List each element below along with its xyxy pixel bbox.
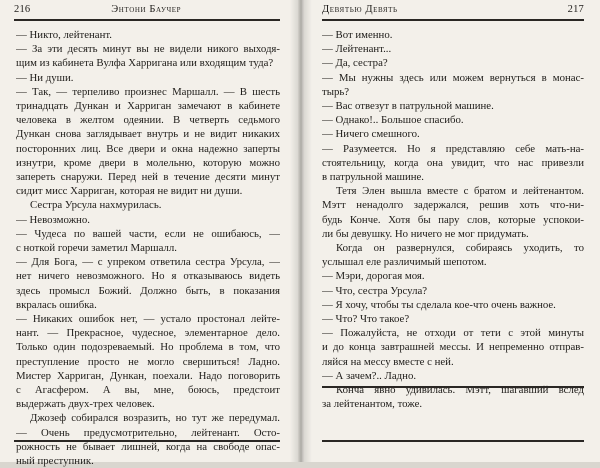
- text-line: Мэтт ненадолго задержался, решив хоть что-ни-: [322, 199, 584, 212]
- text-line: — Невозможно.: [16, 213, 90, 226]
- text-line: — Мэри, дорогая моя.: [322, 270, 425, 283]
- right-page-number: 217: [567, 4, 584, 15]
- text-line: изнутри, кроме двери в молельню, которую можно: [16, 156, 280, 169]
- right-running-head: Девятью Девять: [322, 4, 398, 15]
- book-gutter-shadow: [290, 0, 312, 462]
- text-line: рожность не бывает лишней, когда на свободе опас-: [16, 440, 280, 453]
- right-header-rule: [322, 19, 584, 21]
- text-line: — За эти десять минут вы не видели никого выходя-: [16, 43, 280, 56]
- text-line: в патрульной машине.: [322, 171, 424, 184]
- left-footer-rule: [14, 440, 280, 442]
- text-line: — Вот именно.: [322, 29, 393, 41]
- text-line: будь Конче. Хотя бы пару слов, которые успокои-: [322, 213, 584, 226]
- text-line: услышал еле различимый шепотом.: [322, 256, 487, 269]
- text-line: Сестра Урсула нахмурилась.: [30, 199, 162, 212]
- text-line: Только один подозреваемый. Но проблема в том, что: [16, 341, 280, 354]
- text-line: нант. — Прекрасное, чудесное, элементарное дело.: [16, 327, 280, 340]
- right-body-text: [322, 28, 584, 411]
- text-line: — Для Бога, — с упреком ответила сестра Урсула, —: [16, 256, 280, 269]
- text-line: Дункан снова заглядывает внутрь и не видит никаких: [16, 128, 280, 141]
- text-line: — Ни души.: [16, 71, 74, 84]
- text-line: — Да, сестра?: [322, 57, 388, 70]
- text-line: Тетя Элен вышла вместе с братом и лейтенантом.: [336, 185, 584, 198]
- left-running-head: Энтони Баучер: [111, 4, 182, 15]
- text-line: — Никаких ошибок нет, — устало простонал лейте-: [16, 313, 280, 326]
- text-line: и до конца завтрашней мессы. И непременно отправ-: [322, 341, 584, 354]
- text-line: Когда он развернулся, собираясь уходить, то: [336, 242, 584, 255]
- text-line: здесь промысл Божий. Должно быть, в показания: [16, 284, 280, 297]
- text-line: посторонних лиц. Все двери и окна надежно заперты: [16, 142, 280, 155]
- left-page: [0, 0, 298, 468]
- text-line: ляйся на мессу вместе с ней.: [322, 355, 454, 368]
- text-line: щим из кабинета Вулфа Харригана или входящим туда?: [16, 57, 274, 70]
- text-line: тринадцать Дункан и Харриган замечают в кабинете: [16, 100, 280, 113]
- text-line: нет ничего невозможного. Но я отказываюсь видеть: [16, 270, 280, 283]
- right-page: [302, 0, 600, 462]
- text-line: — Что, сестра Урсула?: [322, 284, 428, 297]
- text-line: — Однако!.. Большое спасибо.: [322, 114, 464, 127]
- text-line: — Пожалуйста, не отходи от тети с этой минуты: [322, 327, 584, 340]
- text-line: — А зачем?.. Ладно.: [322, 369, 417, 382]
- text-line: Конча явно удивилась. Мэтт, шагавший вслед: [336, 384, 584, 397]
- text-line: человека в желтом одеянии. В четверть седьмого: [16, 114, 280, 127]
- text-line: — Я хочу, чтобы ты сделала кое-что очень важное.: [322, 298, 556, 311]
- text-line: Джозеф собирался возразить, но тут же передумал.: [30, 412, 280, 425]
- text-line: — Очень предусмотрительно, лейтенант. Осто-: [16, 426, 280, 439]
- text-line: — Вас отвезут в патрульной машине.: [322, 100, 494, 113]
- text-line: — Никто, лейтенант.: [16, 29, 112, 41]
- text-line: Мистер Харриган, Дункан, поехали. Надо поговорить: [16, 369, 280, 382]
- left-running-header: [14, 3, 280, 17]
- text-line: выдержать двух-трех человек.: [16, 398, 155, 411]
- text-line: — Так, — терпеливо произнес Маршалл. — В шесть: [16, 85, 280, 98]
- text-line: преступление просто не могло свершиться! Ладно.: [16, 355, 280, 368]
- left-header-rule: [14, 19, 280, 21]
- right-section-rule: [322, 386, 584, 388]
- text-line: — Ничего смешного.: [322, 128, 420, 141]
- text-line: — Мы нужны здесь или можем вернуться в монас-: [322, 71, 584, 84]
- text-line: сидит мисс Харриган, которая не видит ни души.: [16, 185, 243, 198]
- text-line: — Разумеется. Но я представляю себе мать-на-: [322, 142, 584, 155]
- right-footer-rule: [322, 440, 584, 442]
- text-line: ли бы девушку. Но ничего не мог придумать.: [322, 227, 529, 240]
- text-line: ный преступник.: [16, 455, 94, 468]
- left-body-text: [16, 28, 280, 468]
- text-line: — Лейтенант...: [322, 43, 392, 56]
- text-line: вкралась ошибка.: [16, 298, 97, 311]
- text-line: тырь?: [322, 85, 350, 98]
- text-line: с ноткой горечи заметил Маршалл.: [16, 242, 177, 255]
- text-line: за лейтенантом, тоже.: [322, 398, 423, 411]
- text-line: — Что? Что такое?: [322, 313, 410, 326]
- left-page-number: 216: [14, 4, 31, 15]
- text-line: — Чудеса по вашей части, если не ошибаюсь, —: [16, 227, 280, 240]
- text-line: стоятельницу, когда она увидит, что нас привезли: [322, 156, 584, 169]
- right-running-header: [322, 3, 584, 17]
- text-line: с Агасфером. А вы, мне, боюсь, предстоит: [16, 384, 280, 397]
- text-line: запереть снаружи. Перед ней в течение десяти минут: [16, 171, 280, 184]
